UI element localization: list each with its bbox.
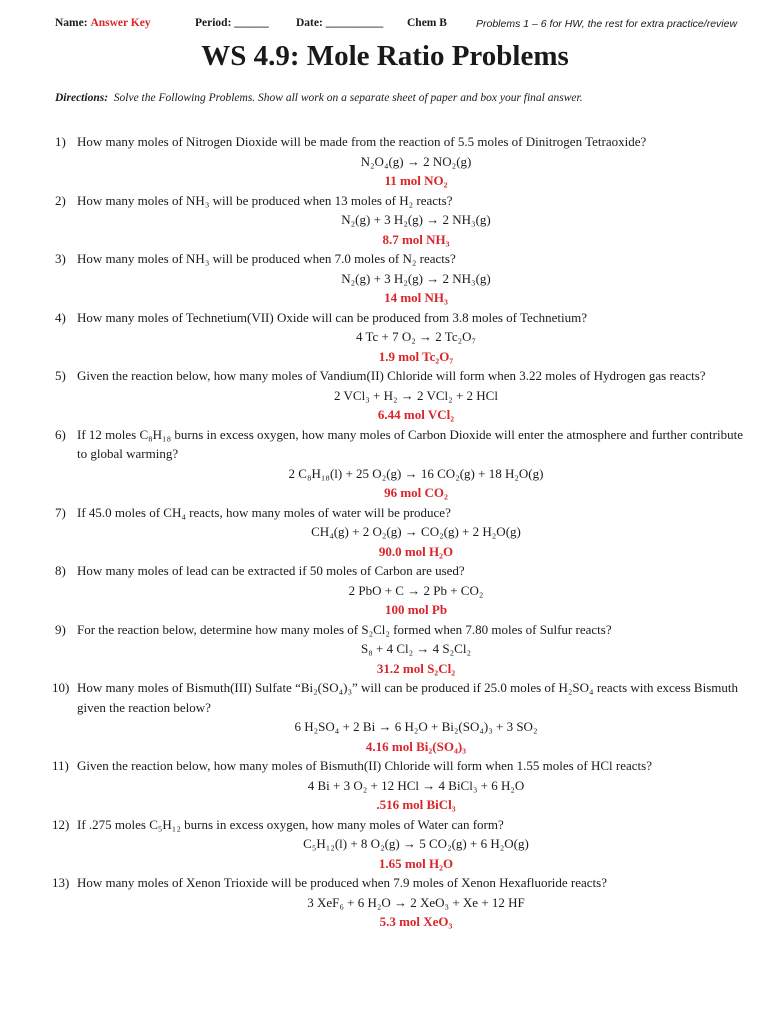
problem-answer: 4.16 mol Bi₂(SO₄)₃ [365, 738, 467, 754]
problem-6 [55, 425, 755, 503]
problem-5 [55, 366, 755, 425]
directions-text: Solve the Following Problems. Show all work on a separate sheet of paper and box your final answer. [113, 92, 583, 104]
problem-question: How many moles of NH₃ will be produced when 13 moles of H₂ reacts? [77, 192, 453, 208]
problem-question: If .275 moles C₅H₁₂ burns in excess oxygen, how many moles of Water can form? [77, 816, 504, 832]
problem-equation: 4 Bi + 3 O₂ + 12 HCl → 4 BiCl₃ + 6 H₂O [307, 777, 525, 793]
problem-equation: 2 PbO + C → 2 Pb + CO₂ [348, 582, 484, 598]
problem-answer: 14 mol NH₃ [384, 290, 448, 305]
problem-equation: N₂O₄(g) → 2 NO₂(g) [360, 153, 472, 169]
problem-equation: N₂(g) + 3 H₂(g) → 2 NH₃(g) [341, 270, 491, 286]
problem-11 [52, 756, 755, 815]
problem-3 [55, 249, 755, 308]
problem-question: If 45.0 moles of CH₄ reacts, how many moles of water will be produce? [77, 504, 451, 520]
problem-answer: 90.0 mol H₂O [378, 543, 454, 559]
problem-4 [55, 308, 755, 367]
problem-equation: C₅H₁₂(l) + 8 O₂(g) → 5 CO₂(g) + 6 H₂O(g) [303, 836, 529, 851]
problem-2 [55, 191, 755, 250]
problem-answer: 1.9 mol Tc₂O₇ [378, 348, 454, 364]
problem-answer: 11 mol NO₂ [384, 173, 448, 188]
problem-answer: 100 mol Pb [384, 602, 448, 617]
page-title: WS 4.9: Mole Ratio Problems [201, 40, 569, 72]
problem-12 [52, 815, 755, 874]
name-label: Name: [55, 17, 88, 29]
problem-equation: 4 Tc + 7 O₂ → 2 Tc₂O₇ [355, 329, 477, 344]
problem-question: How many moles of NH₃ will be produced when 7.0 moles of N₂ reacts? [77, 251, 456, 266]
problem-question: If 12 moles C₈H₁₈ burns in excess oxygen, how many moles of Carbon Dioxide will enter the atmosphere and further contribute to global warming? [77, 426, 743, 461]
problem-number: 7) [55, 504, 66, 520]
problem-number: 2) [55, 192, 66, 208]
problem-equation: CH₄(g) + 2 O₂(g) → CO₂(g) + 2 H₂O(g) [311, 524, 521, 539]
problem-answer: 1.65 mol H₂O [378, 855, 454, 871]
problem-equation: S₈ + 4 Cl₂ → 4 S₂Cl₂ [361, 641, 471, 656]
problem-answer: 6.44 mol VCl₂ [377, 407, 455, 422]
problem-question: How many moles of Bismuth(III) Sulfate “Bi₂(SO₄)₃” will can be produced if 25.0 moles of H₂SO₄ reacts with excess Bismuth given the reaction below? [77, 680, 738, 715]
problem-7 [55, 503, 755, 562]
directions [55, 92, 583, 104]
problem-question: How many moles of Xenon Trioxide will be produced when 7.9 moles of Xenon Hexafluoride reacts? [77, 875, 607, 890]
problem-number: 8) [55, 563, 66, 578]
problem-9 [55, 620, 755, 679]
problem-equation: 6 H₂SO₄ + 2 Bi → 6 H₂O + Bi₂(SO₄)₃ + 3 SO₂ [294, 719, 538, 734]
problem-number: 4) [55, 309, 66, 325]
problem-number: 10) [52, 680, 70, 695]
problem-question: Given the reaction below, how many moles of Vandium(II) Chloride will form when 3.22 moles of Hydrogen gas reacts? [77, 368, 706, 383]
worksheet-header [0, 17, 770, 37]
problem-equation: 2 C₈H₁₈(l) + 25 O₂(g) → 16 CO₂(g) + 18 H₂O(g) [288, 465, 544, 481]
problem-question: How many moles of Nitrogen Dioxide will be made from the reaction of 5.5 moles of Dinitrogen Tetraoxide? [77, 134, 647, 149]
problem-13 [52, 873, 755, 932]
problem-answer: 8.7 mol NH₃ [382, 231, 450, 247]
name-value: Answer Key [90, 17, 151, 29]
problem-question: How many moles of lead can be extracted if 50 moles of Carbon are used? [77, 563, 465, 578]
problem-answer: 5.3 mol XeO₃ [379, 914, 453, 929]
homework-note: Problems 1 – 6 for HW, the rest for extra practice/review [476, 18, 738, 30]
problem-question: Given the reaction below, how many moles of Bismuth(II) Chloride will form when 1.55 moles of HCl reacts? [77, 758, 653, 773]
problem-number: 3) [55, 251, 66, 266]
problem-list [52, 132, 755, 932]
directions-label: Directions: [55, 92, 109, 104]
name-field [55, 17, 151, 29]
problem-number: 9) [55, 621, 66, 637]
class-label: Chem B [407, 17, 447, 29]
problem-number: 1) [55, 134, 66, 149]
problem-equation: N₂(g) + 3 H₂(g) → 2 NH₃(g) [341, 212, 491, 227]
problem-equation: 3 XeF₆ + 6 H₂O → 2 XeO₃ + Xe + 12 HF [307, 894, 525, 910]
problem-number: 5) [55, 368, 66, 383]
problem-1 [55, 132, 755, 191]
problem-number: 6) [55, 426, 66, 442]
period-field: Period: ______ [195, 17, 269, 29]
problem-answer: 31.2 mol S₂Cl₂ [376, 660, 456, 676]
problem-question: For the reaction below, determine how many moles of S₂Cl₂ formed when 7.80 moles of Sulfur reacts? [77, 621, 612, 637]
problem-equation: 2 VCl₃ + H₂ → 2 VCl₂ + 2 HCl [334, 387, 498, 403]
problem-number: 11) [52, 758, 69, 773]
problem-number: 13) [52, 875, 70, 890]
date-field: Date: __________ [296, 17, 384, 29]
problem-answer: 96 mol CO₂ [384, 485, 448, 500]
problem-8 [55, 561, 755, 620]
problem-question: How many moles of Technetium(VII) Oxide will can be produced from 3.8 moles of Technetium? [77, 309, 587, 325]
problem-number: 12) [52, 816, 70, 832]
problem-answer: .516 mol BiCl₃ [376, 797, 456, 812]
problem-10 [52, 678, 755, 756]
